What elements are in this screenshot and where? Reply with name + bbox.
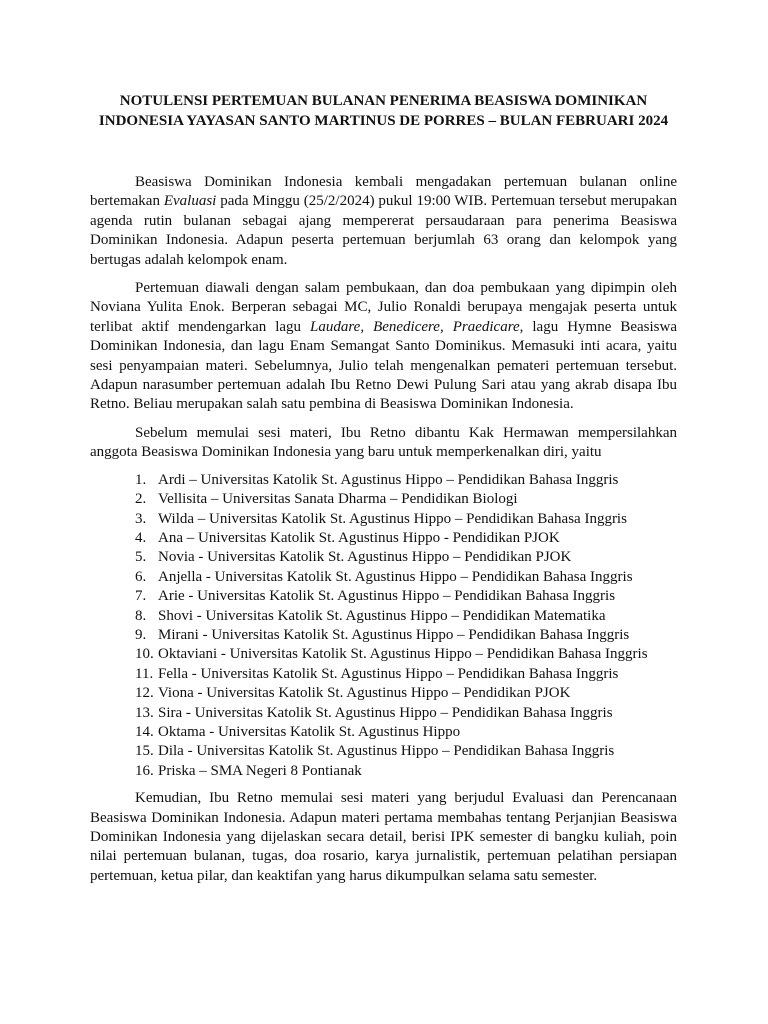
member-text: Arie - Universitas Katolik St. Agustinus Hippo – Pendidikan Bahasa Inggris (158, 588, 616, 605)
member-number: 16. (135, 762, 154, 779)
member-number: 10. (135, 646, 154, 663)
document-title (90, 92, 677, 131)
member-list-item (90, 742, 677, 761)
member-list-item (90, 704, 677, 723)
member-list-item (90, 548, 677, 567)
member-text: Wilda – Universitas Katolik St. Agustinus Hippo – Pendidikan Bahasa Inggris (158, 510, 627, 527)
member-number: 6. (135, 568, 147, 585)
member-list-item (90, 510, 677, 529)
member-text: Dila - Universitas Katolik St. Agustinus Hippo – Pendidikan Bahasa Inggris (158, 743, 615, 760)
member-text: Ardi – Universitas Katolik St. Agustinus Hippo – Pendidikan Bahasa Inggris (158, 471, 619, 488)
document-page (90, 92, 677, 886)
member-text: Oktama - Universitas Katolik St. Agustinus Hippo (158, 723, 461, 740)
paragraph-opening-text-2: , lagu Hymne Beasiswa Dominikan Indonesia, dan lagu Enam Semangat Santo Dominikus. Memasuki inti acara, yaitu sesi penyampaian materi. Sebelumnya, Julio telah mengenalkan pemateri pertemuan tersebut. Adapun narasumber pertemuan adalah Ibu Retno Dewi Pulung Sari atau yang akrab disapa Ibu Retno. Beliau merupakan salah satu pembina di Beasiswa Dominikan Indonesia. (90, 318, 677, 413)
member-text: Viona - Universitas Katolik St. Agustinus Hippo – Pendidikan PJOK (158, 685, 571, 702)
member-number: 7. (135, 588, 147, 605)
member-list-item (90, 762, 677, 781)
paragraph-material: Kemudian, Ibu Retno memulai sesi materi yang berjudul Evaluasi dan Perencanaan Beasiswa Dominikan Indonesia. Adapun materi pertama membahas tentang Perjanjian Beasiswa Dominikan Indonesia yang dijelaskan secara detail, berisi IPK semester di bangku kuliah, poin nilai pertemuan bulanan, tugas, doa rosario, karya jurnalistik, pertemuan pelatihan persiapan pertemuan, ketua pilar, dan keaktifan yang harus dikumpulkan selama satu semester. (90, 790, 677, 884)
title-line-1: NOTULENSI PERTEMUAN BULANAN PENERIMA BEASISWA DOMINIKAN (119, 93, 648, 109)
member-list-item (90, 607, 677, 626)
member-number: 1. (135, 471, 147, 488)
paragraph-intro-italic: Evaluasi (163, 193, 217, 210)
member-number: 9. (135, 626, 147, 643)
member-number: 12. (135, 685, 154, 702)
paragraph-intro-text-1: Beasiswa Dominikan Indonesia kembali mengadakan pertemuan bulanan online bertemakan (90, 174, 677, 210)
title-line-2: INDONESIA YAYASAN SANTO MARTINUS DE PORRES – BULAN FEBRUARI 2024 (98, 112, 669, 129)
member-number: 5. (135, 549, 147, 566)
member-number: 11. (135, 665, 154, 682)
member-list-item (90, 626, 677, 645)
member-list-item (90, 665, 677, 684)
member-number: 3. (135, 510, 147, 527)
member-list-item (90, 645, 677, 664)
member-number: 13. (135, 704, 154, 721)
member-text: Vellisita – Universitas Sanata Dharma – Pendidikan Biologi (158, 491, 518, 508)
member-number: 4. (135, 529, 147, 546)
member-text: Priska – SMA Negeri 8 Pontianak (158, 762, 362, 779)
member-text: Mirani - Universitas Katolik St. Agustinus Hippo – Pendidikan Bahasa Inggris (158, 626, 630, 643)
member-list-item (90, 471, 677, 490)
member-number: 8. (135, 607, 147, 624)
paragraph-opening-italic: Laudare, Benedicere, Praedicare (310, 318, 520, 335)
member-list-item (90, 568, 677, 587)
member-list-item (90, 684, 677, 703)
paragraph-intro (90, 173, 677, 270)
member-list (90, 471, 677, 782)
paragraph-introductions: Sebelum memulai sesi materi, Ibu Retno dibantu Kak Hermawan mempersilahkan anggota Beasiswa Dominikan Indonesia yang baru untuk memperkenalkan diri, yaitu (90, 424, 677, 461)
member-list-item (90, 723, 677, 742)
member-number: 2. (135, 491, 147, 508)
member-number: 14. (135, 723, 154, 740)
paragraph-opening-text-1: Pertemuan diawali dengan salam pembukaan, dan doa pembukaan yang dipimpin oleh Noviana Yulita Enok. Berperan sebagai MC, Julio Ronaldi berupaya mengajak peserta untuk terlibat aktif mendengarkan lagu (90, 280, 677, 335)
member-list-item (90, 490, 677, 509)
paragraph-intro-text-2: pada Minggu (25/2/2024) pukul 19:00 WIB. Pertemuan tersebut merupakan agenda rutin bulanan sebagai ajang mempererat persaudaraan para penerima Beasiswa Dominikan Indonesia. Adapun peserta pertemuan berjumlah 63 orang dan kelompok yang bertugas adalah kelompok enam. (90, 193, 677, 268)
member-text: Novia - Universitas Katolik St. Agustinus Hippo – Pendidikan PJOK (158, 549, 572, 566)
member-list-item (90, 587, 677, 606)
member-text: Sira - Universitas Katolik St. Agustinus Hippo – Pendidikan Bahasa Inggris (158, 704, 613, 721)
member-text: Anjella - Universitas Katolik St. Agustinus Hippo – Pendidikan Bahasa Inggris (158, 568, 633, 585)
member-text: Shovi - Universitas Katolik St. Agustinus Hippo – Pendidikan Matematika (158, 607, 606, 624)
member-text: Fella - Universitas Katolik St. Agustinus Hippo – Pendidikan Bahasa Inggris (158, 665, 619, 682)
member-number: 15. (135, 743, 154, 760)
paragraph-opening (90, 279, 677, 415)
member-list-item (90, 529, 677, 548)
member-text: Ana – Universitas Katolik St. Agustinus Hippo - Pendidikan PJOK (158, 529, 560, 546)
member-text: Oktaviani - Universitas Katolik St. Agustinus Hippo – Pendidikan Bahasa Inggris (158, 646, 648, 663)
